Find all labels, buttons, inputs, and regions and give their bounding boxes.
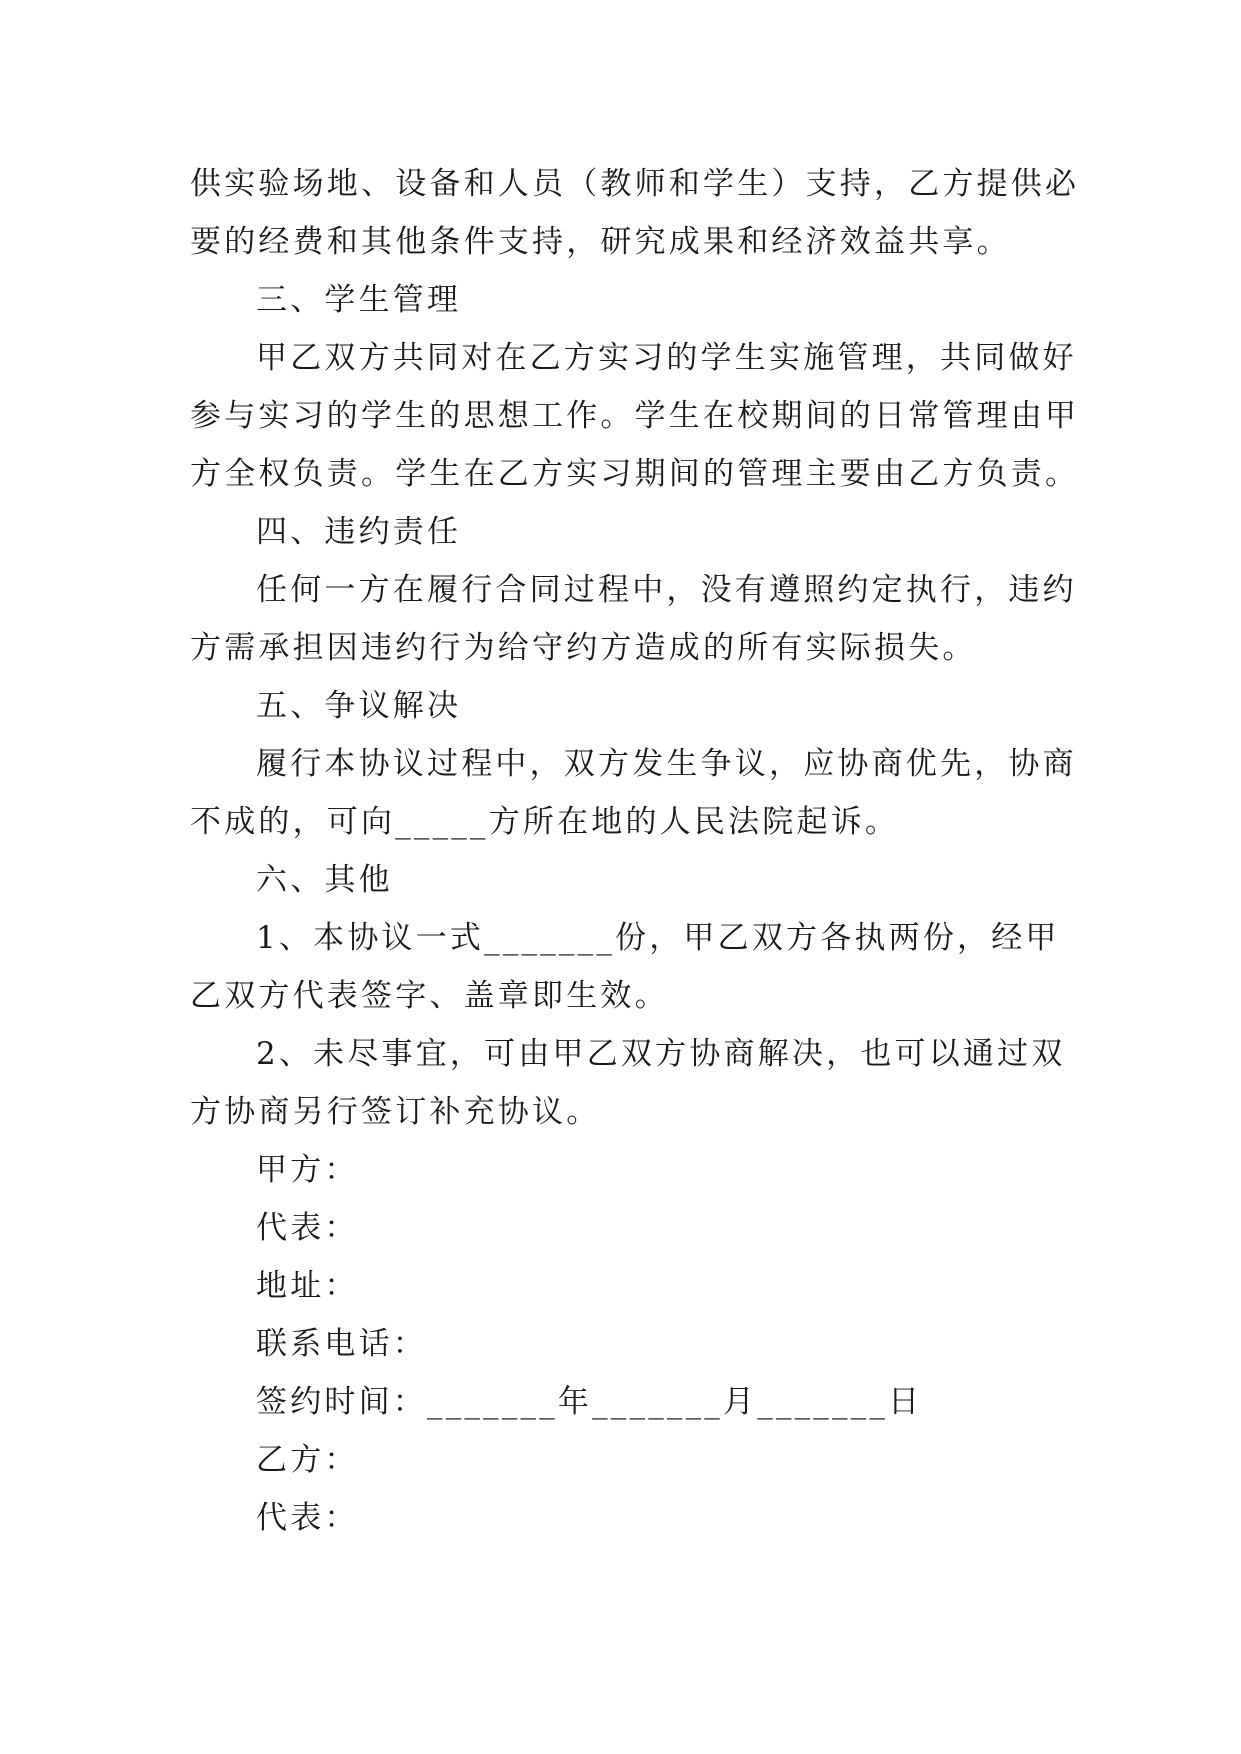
paragraph-line: 甲乙双方共同对在乙方实习的学生实施管理，共同做好 (256, 340, 1077, 376)
paragraph-line: 方全权负责。学生在乙方实习期间的管理主要由乙方负责。 (190, 456, 1080, 492)
paragraph-line: 供实验场地、设备和人员（教师和学生）支持，乙方提供必 (190, 166, 1080, 202)
paragraph-line: 方协商另行签订补充协议。 (190, 1094, 601, 1130)
section-heading: 三、学生管理 (256, 282, 462, 318)
signature-field-date: 签约时间：_______年_______月_______日 (256, 1384, 923, 1420)
paragraph-line: 参与实习的学生的思想工作。学生在校期间的日常管理由甲 (190, 398, 1080, 434)
paragraph-line: 履行本协议过程中，双方发生争议，应协商优先，协商 (256, 746, 1077, 782)
paragraph-line: 2、未尽事宜，可由甲乙双方协商解决，也可以通过双 (256, 1036, 1066, 1072)
paragraph-line: 任何一方在履行合同过程中，没有遵照约定执行，违约 (256, 572, 1077, 608)
paragraph-line: 不成的，可向_____方所在地的人民法院起诉。 (190, 804, 900, 840)
paragraph-line: 乙双方代表签字、盖章即生效。 (190, 978, 669, 1014)
signature-field-phone: 联系电话： (256, 1326, 427, 1362)
paragraph-line: 方需承担因违约行为给守约方造成的所有实际损失。 (190, 630, 977, 666)
section-heading: 六、其他 (256, 862, 393, 898)
signature-field-party-a: 甲方： (256, 1152, 359, 1188)
signature-field-party-b: 乙方： (256, 1442, 359, 1478)
signature-field-representative: 代表： (256, 1500, 359, 1536)
document-body (190, 155, 1080, 1547)
paragraph-line: 1、本协议一式_______份，甲乙双方各执两份，经甲 (256, 920, 1060, 956)
paragraph-line: 要的经费和其他条件支持，研究成果和经济效益共享。 (190, 224, 1011, 260)
signature-field-representative: 代表： (256, 1210, 359, 1246)
signature-field-address: 地址： (256, 1268, 359, 1304)
section-heading: 四、违约责任 (256, 514, 462, 550)
section-heading: 五、争议解决 (256, 688, 462, 724)
